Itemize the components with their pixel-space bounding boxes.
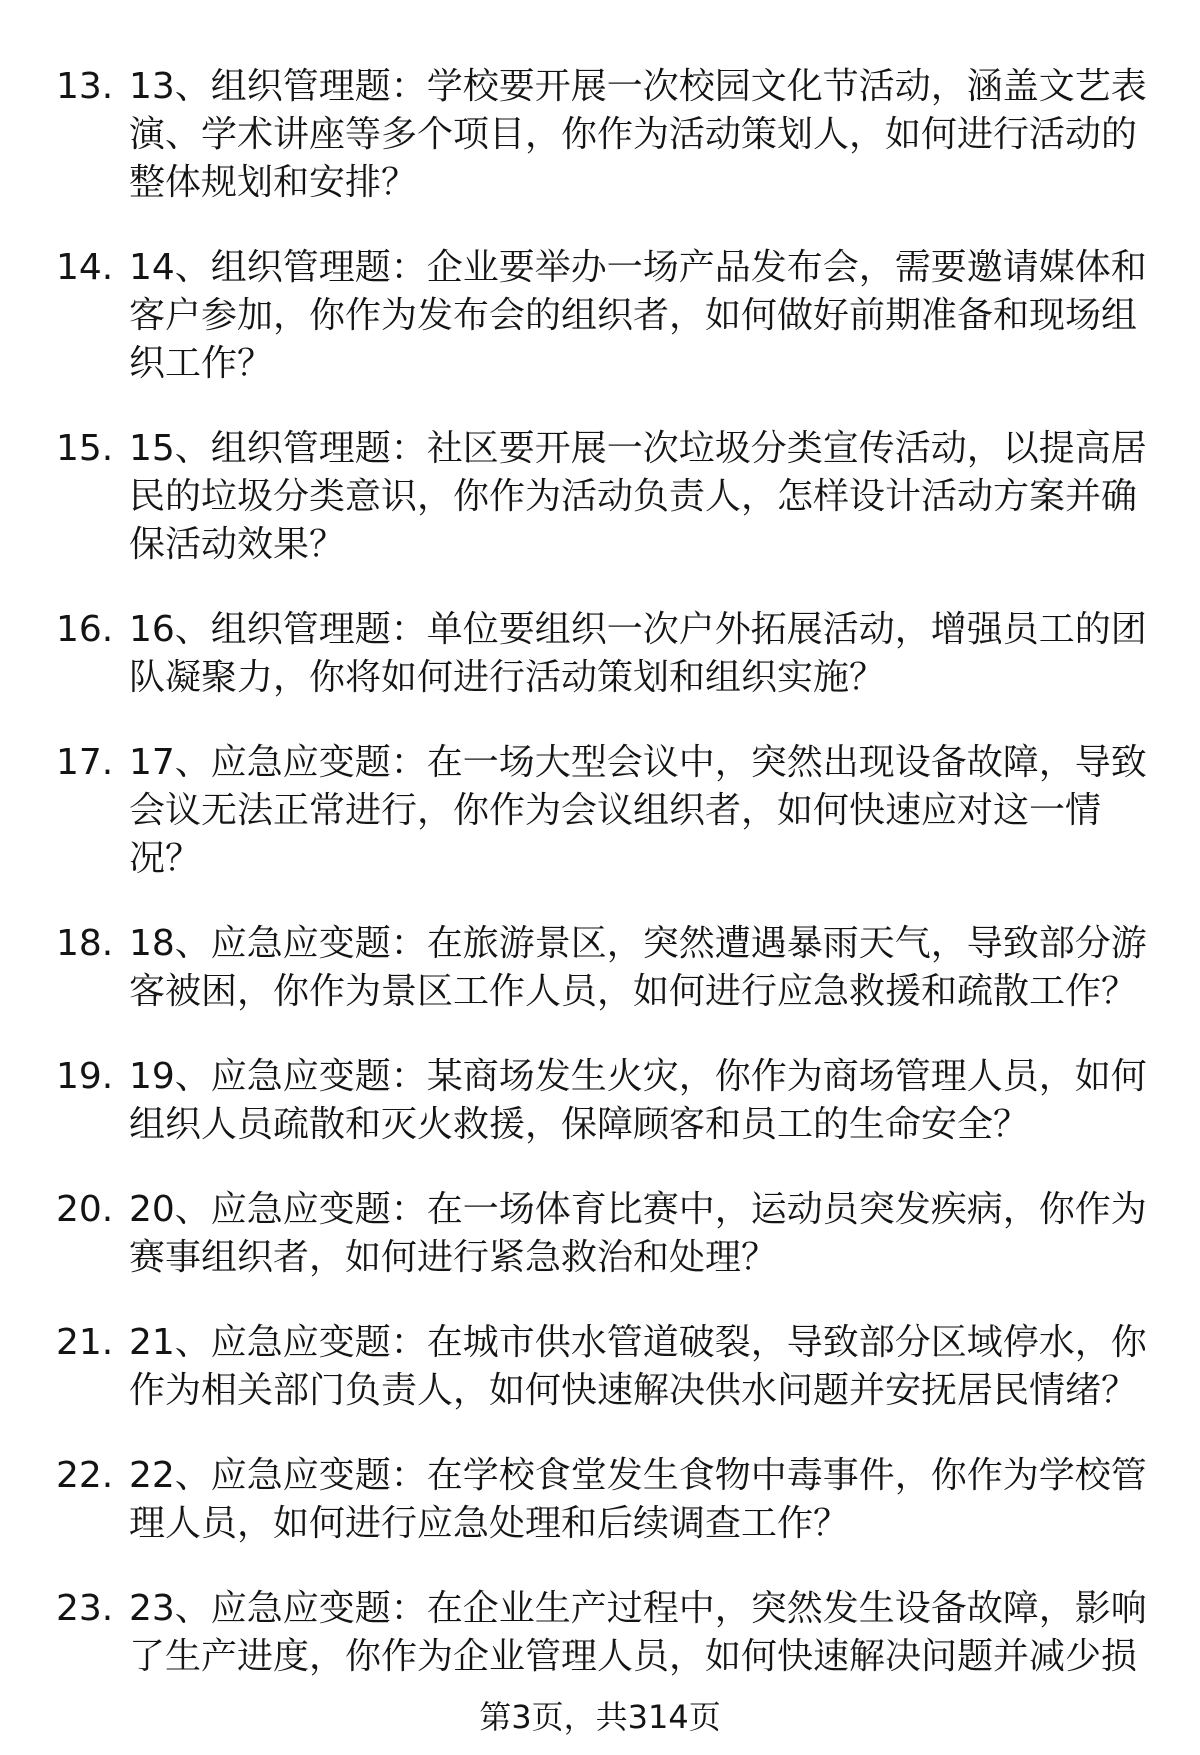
question-number: 16.: [56, 609, 114, 650]
question-text-line: 了生产进度，你作为企业管理人员，如何快速解决问题并减少损: [129, 1636, 1138, 1677]
question-number: 20.: [56, 1189, 114, 1230]
question-list: [0, 63, 1200, 1718]
question-text: [129, 425, 1200, 569]
question-text: [129, 606, 1200, 702]
question-text: [129, 920, 1200, 1016]
question-number: 22.: [56, 1455, 114, 1496]
question-text-line: 织工作？: [129, 343, 274, 384]
question-text: [129, 63, 1200, 207]
question-text-line: 队凝聚力，你将如何进行活动策划和组织实施？: [129, 657, 886, 698]
question-text-line: 20、应急应变题：在一场体育比赛中，运动员突发疾病，你作为: [129, 1189, 1147, 1230]
question-text-line: 23、应急应变题：在企业生产过程中，突然发生设备故障，影响: [129, 1588, 1147, 1629]
question-text: [129, 1053, 1200, 1149]
question-text-line: 组织人员疏散和灭火救援，保障顾客和员工的生命安全？: [129, 1104, 1030, 1145]
question-text-line: 会议无法正常进行，你作为会议组织者，如何快速应对这一情: [129, 790, 1102, 831]
question-item: [0, 425, 1200, 569]
question-number: 23.: [56, 1588, 114, 1629]
question-number: 14.: [56, 247, 114, 288]
question-text: [129, 1186, 1200, 1282]
question-text-line: 民的垃圾分类意识，你作为活动负责人，怎样设计活动方案并确: [129, 476, 1138, 517]
page-footer: 第3页，共314页: [479, 1698, 721, 1736]
question-text-line: 16、组织管理题：单位要组织一次户外拓展活动，增强员工的团: [129, 609, 1147, 650]
question-text-line: 整体规划和安排？: [129, 162, 418, 203]
question-text-line: 17、应急应变题：在一场大型会议中，突然出现设备故障，导致: [129, 742, 1147, 783]
question-text-line: 客被困，你作为景区工作人员，如何进行应急救援和疏散工作？: [129, 971, 1138, 1012]
question-text-line: 保活动效果？: [129, 524, 346, 565]
question-text-line: 15、组织管理题：社区要开展一次垃圾分类宣传活动，以提高居: [129, 428, 1147, 469]
question-text: [129, 739, 1200, 883]
question-text: [129, 1452, 1200, 1548]
question-item: [0, 606, 1200, 702]
question-text-line: 演、学术讲座等多个项目，你作为活动策划人，如何进行活动的: [129, 114, 1138, 155]
question-item: [0, 244, 1200, 388]
question-text: [129, 1585, 1200, 1681]
question-text: [129, 1319, 1200, 1415]
question-text-line: 13、组织管理题：学校要开展一次校园文化节活动，涵盖文艺表: [129, 66, 1147, 107]
question-item: [0, 1053, 1200, 1149]
question-item: [0, 1452, 1200, 1548]
question-text-line: 22、应急应变题：在学校食堂发生食物中毒事件，你作为学校管: [129, 1455, 1147, 1496]
question-item: [0, 63, 1200, 207]
question-number: 13.: [56, 66, 114, 107]
question-text-line: 客户参加，你作为发布会的组织者，如何做好前期准备和现场组: [129, 295, 1138, 336]
question-number: 18.: [56, 923, 114, 964]
question-text-line: 理人员，如何进行应急处理和后续调查工作？: [129, 1503, 850, 1544]
question-text-line: 18、应急应变题：在旅游景区，突然遭遇暴雨天气，导致部分游: [129, 923, 1147, 964]
question-text-line: 况？: [129, 838, 202, 879]
question-text: [129, 244, 1200, 388]
question-text-line: 作为相关部门负责人，如何快速解决供水问题并安抚居民情绪？: [129, 1370, 1138, 1411]
question-text-line: 赛事组织者，如何进行紧急救治和处理？: [129, 1237, 778, 1278]
question-number: 17.: [56, 742, 114, 783]
question-item: [0, 1585, 1200, 1681]
question-item: [0, 1186, 1200, 1282]
question-item: [0, 739, 1200, 883]
question-item: [0, 1319, 1200, 1415]
question-text-line: 14、组织管理题：企业要举办一场产品发布会，需要邀请媒体和: [129, 247, 1147, 288]
question-number: 15.: [56, 428, 114, 469]
question-number: 21.: [56, 1322, 114, 1363]
question-item: [0, 920, 1200, 1016]
question-text-line: 21、应急应变题：在城市供水管道破裂，导致部分区域停水，你: [129, 1322, 1147, 1363]
question-number: 19.: [56, 1056, 114, 1097]
question-text-line: 19、应急应变题：某商场发生火灾，你作为商场管理人员，如何: [129, 1056, 1147, 1097]
